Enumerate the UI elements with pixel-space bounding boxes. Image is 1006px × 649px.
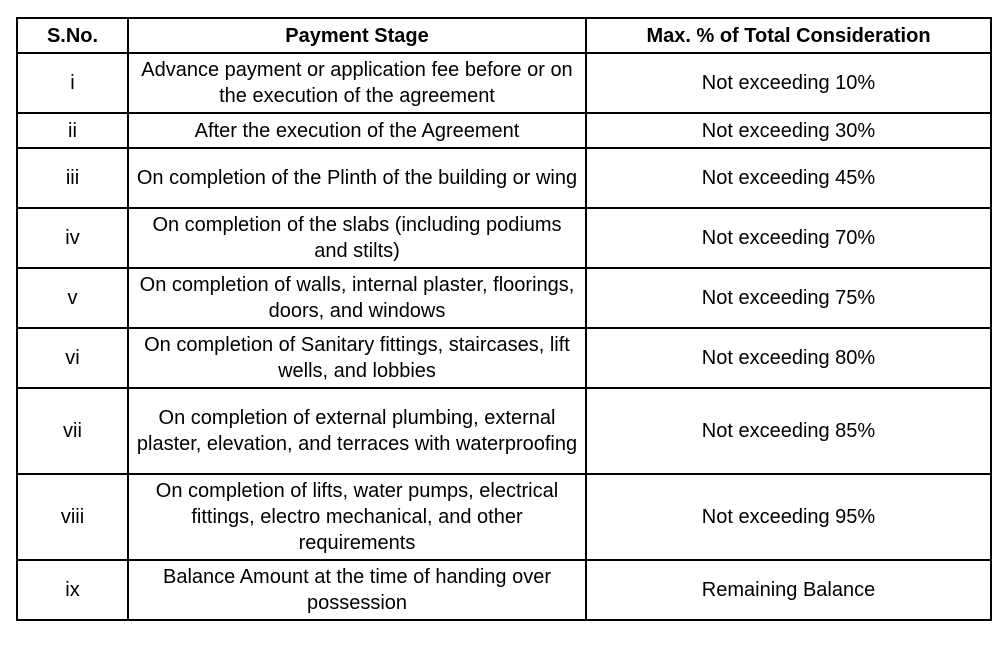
cell-max: Not exceeding 75% xyxy=(586,268,991,328)
cell-max: Not exceeding 10% xyxy=(586,53,991,113)
header-max-percent: Max. % of Total Consideration xyxy=(586,18,991,53)
table-row xyxy=(17,53,991,113)
cell-sno: vi xyxy=(17,328,128,388)
cell-max: Not exceeding 80% xyxy=(586,328,991,388)
cell-sno: viii xyxy=(17,474,128,560)
cell-stage: On completion of lifts, water pumps, electrical fittings, electro mechanical, and other requirements xyxy=(128,474,586,560)
cell-stage: Advance payment or application fee before or on the execution of the agreement xyxy=(128,53,586,113)
cell-stage: On completion of the Plinth of the building or wing xyxy=(128,148,586,208)
cell-stage: On completion of external plumbing, external plaster, elevation, and terraces with waterproofing xyxy=(128,388,586,474)
cell-sno: i xyxy=(17,53,128,113)
cell-sno: vii xyxy=(17,388,128,474)
cell-stage: Balance Amount at the time of handing over possession xyxy=(128,560,586,620)
payment-schedule-table xyxy=(16,17,992,621)
cell-sno: v xyxy=(17,268,128,328)
cell-stage: On completion of the slabs (including podiums and stilts) xyxy=(128,208,586,268)
cell-stage: After the execution of the Agreement xyxy=(128,113,586,148)
cell-sno: ii xyxy=(17,113,128,148)
table-row xyxy=(17,113,991,148)
cell-max: Not exceeding 70% xyxy=(586,208,991,268)
cell-sno: iii xyxy=(17,148,128,208)
cell-stage: On completion of walls, internal plaster, floorings, doors, and windows xyxy=(128,268,586,328)
table-row xyxy=(17,474,991,560)
cell-sno: ix xyxy=(17,560,128,620)
header-payment-stage: Payment Stage xyxy=(128,18,586,53)
cell-max: Not exceeding 85% xyxy=(586,388,991,474)
cell-max: Not exceeding 30% xyxy=(586,113,991,148)
cell-max: Not exceeding 95% xyxy=(586,474,991,560)
table-row xyxy=(17,388,991,474)
table-row xyxy=(17,560,991,620)
header-sno: S.No. xyxy=(17,18,128,53)
table-header-row xyxy=(17,18,991,53)
cell-max: Not exceeding 45% xyxy=(586,148,991,208)
table-row xyxy=(17,208,991,268)
table-row xyxy=(17,148,991,208)
cell-stage: On completion of Sanitary fittings, staircases, lift wells, and lobbies xyxy=(128,328,586,388)
table-row xyxy=(17,268,991,328)
cell-sno: iv xyxy=(17,208,128,268)
table-row xyxy=(17,328,991,388)
cell-max: Remaining Balance xyxy=(586,560,991,620)
